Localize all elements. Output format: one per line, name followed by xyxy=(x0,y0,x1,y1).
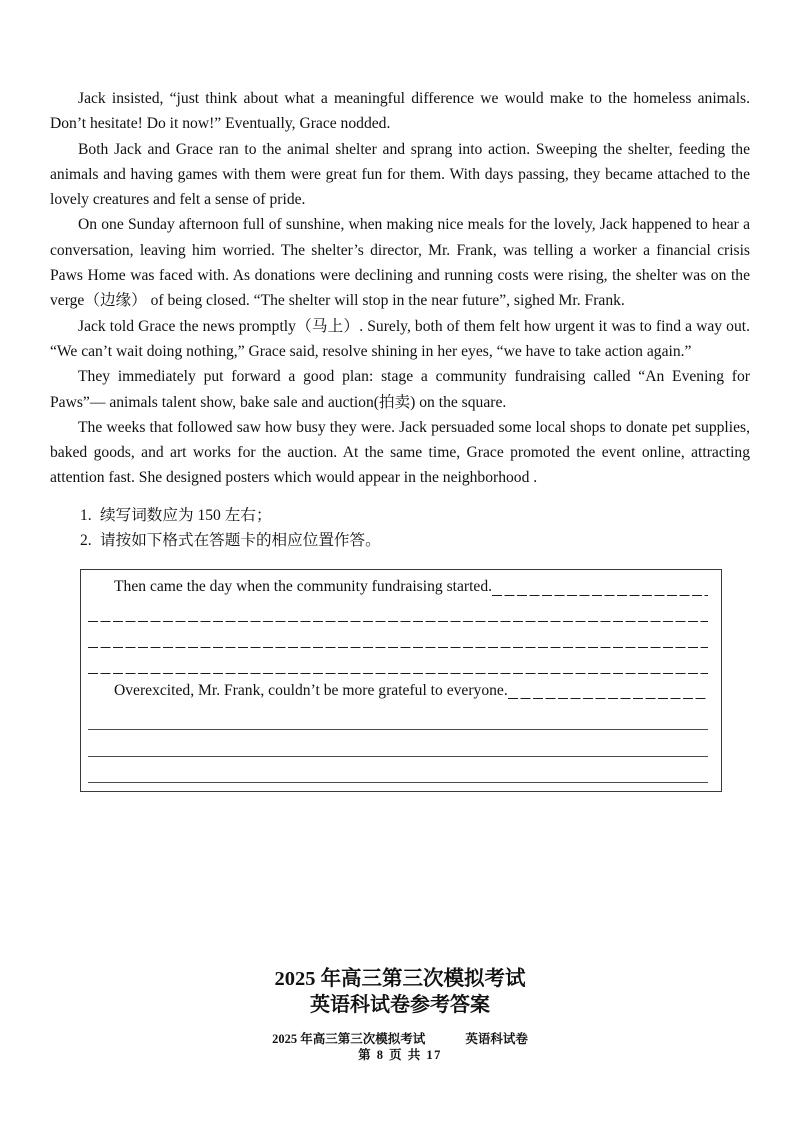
ruled-writing-line xyxy=(88,704,708,730)
paragraph: They immediately put forward a good plan: stage a community fundraising called “An Evening for Paws”— animals talent show, bake sale and auction(拍卖) on the square. xyxy=(50,368,750,411)
blank-writing-line xyxy=(88,626,708,652)
exam-title-line: 2025 年高三第三次模拟考试 xyxy=(274,968,526,990)
paragraph: Jack insisted, “just think about what a meaningful difference we would make to the homeless animals. Don’t hesitate! Do it now!” Eventually, Grace nodded. xyxy=(50,90,750,133)
answer-key-title xyxy=(0,966,800,1018)
footer-exam-line xyxy=(0,1032,800,1048)
ruled-writing-line xyxy=(88,730,708,756)
paragraph: On one Sunday afternoon full of sunshine, when making nice meals for the lovely, Jack happened to hear a conversation, leaving him worried. The shelter’s director, Mr. Frank, was telling a worker a financial crisis Paws Home was faced with. As donations were declining and running costs were rising, the shelter was on the verge（边缘） of being closed. “The shelter will stop in the near future”, sighed Mr. Frank. xyxy=(50,216,750,310)
blank-writing-line xyxy=(88,652,708,678)
answer-box-opening-row xyxy=(88,574,708,600)
paragraph: Jack told Grace the news promptly（马上）. Surely, both of them felt how urgent it was to find a way out. “We can’t wait doing nothing,” Grace said, resolve shining in her eyes, “we have to take action again.” xyxy=(50,317,750,360)
note-number: 2. xyxy=(80,532,92,550)
note-item xyxy=(80,528,750,553)
note-number: 1. xyxy=(80,506,92,524)
answer-format-box xyxy=(80,569,722,792)
paragraph: Both Jack and Grace ran to the animal shelter and sprang into action. Sweeping the shelter, feeding the animals and having games with them were great fun for them. With days passing, they became attached to the lovely creatures and felt a sense of pride. xyxy=(50,140,750,209)
footer-page-info: 第 8 页 共 17 xyxy=(358,1047,442,1062)
answer-key-subtitle: 英语科试卷参考答案 xyxy=(310,994,490,1016)
answer-box-closing-sentence: Overexcited, Mr. Frank, couldn’t be more grateful to everyone. xyxy=(114,681,508,699)
trailing-underline xyxy=(508,678,708,700)
paragraph: The weeks that followed saw how busy they were. Jack persuaded some local shops to donate pet supplies, baked goods, and art works for the auction. At the same time, Grace promoted the event online, attracting attention fast. She designed posters which would appear in the neighborhood . xyxy=(50,418,750,487)
blank-writing-line xyxy=(88,600,708,626)
answer-box-opening-sentence: Then came the day when the community fundraising started. xyxy=(114,578,493,596)
footer-paper-name: 英语科试卷 xyxy=(465,1032,528,1046)
note-item xyxy=(80,503,750,528)
note-text: 请按如下格式在答题卡的相应位置作答。 xyxy=(100,532,381,550)
instruction-notes xyxy=(80,503,750,554)
trailing-underline xyxy=(492,574,708,596)
body-text xyxy=(50,86,750,792)
footer-exam-name: 2025 年高三第三次模拟考试 xyxy=(272,1032,426,1046)
page-footer xyxy=(0,1032,800,1063)
note-text: 续写词数应为 150 左右； xyxy=(100,506,272,524)
answer-box-closing-row xyxy=(88,678,708,704)
ruled-writing-line xyxy=(88,757,708,783)
